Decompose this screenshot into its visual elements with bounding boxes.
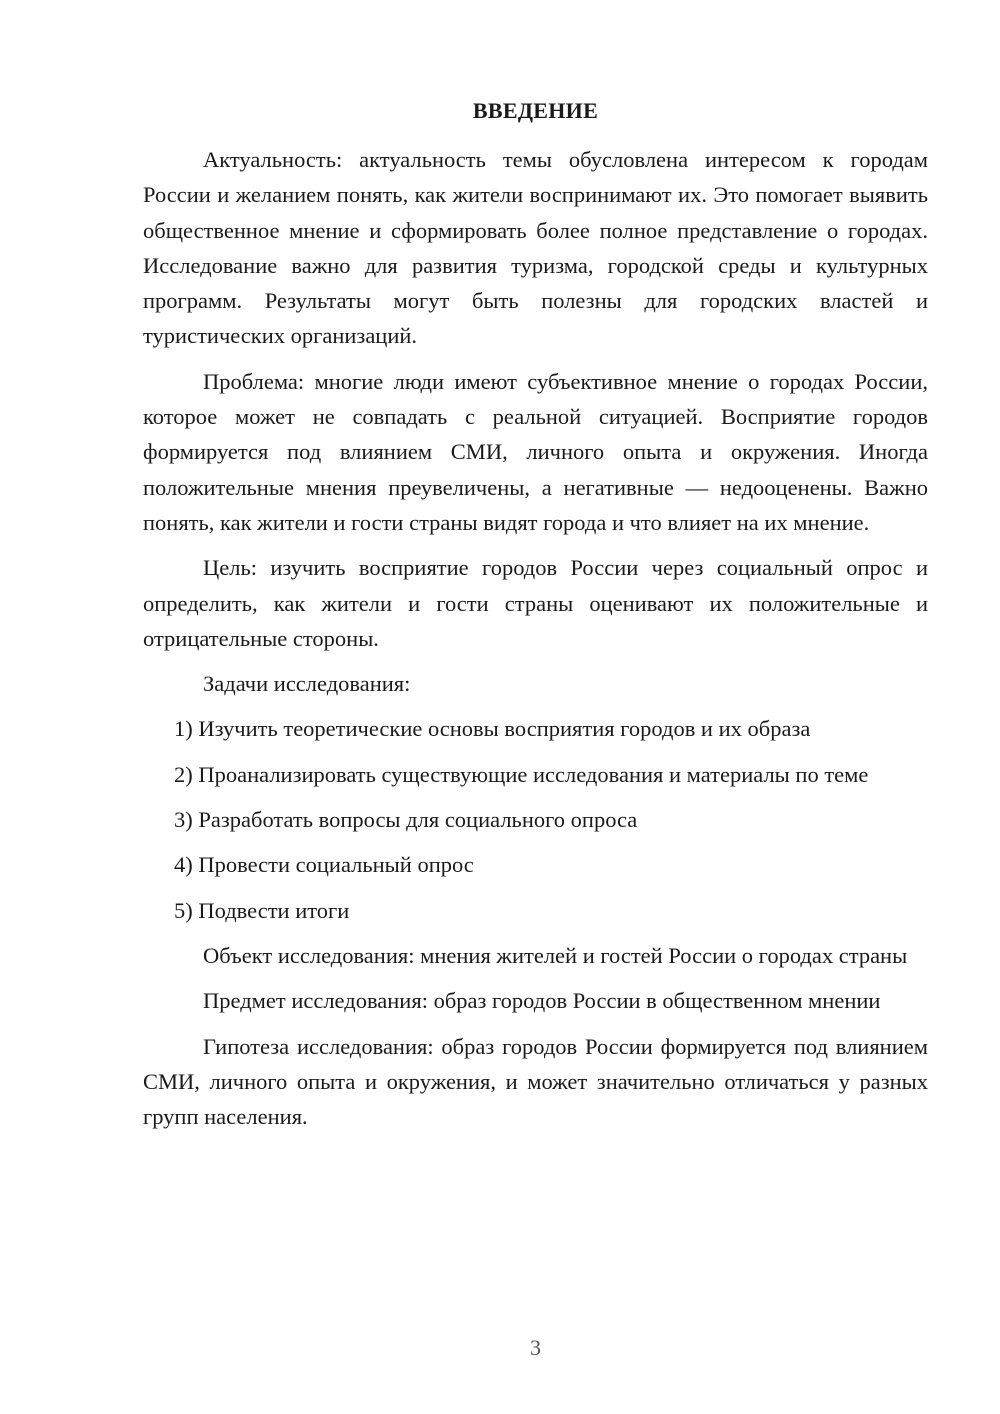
list-item: 2) Проанализировать существующие исследования и материалы по теме bbox=[174, 761, 869, 787]
tasks-title: Задачи исследования: bbox=[203, 671, 411, 697]
list-item: 4) Провести социальный опрос bbox=[174, 852, 474, 878]
page-number: 3 bbox=[530, 1335, 541, 1360]
relevance-paragraph: Актуальность: актуальность темы обусловлена интересом к городам России и желанием понять, как жители воспринимают их. Это помогает выявить общественное мнение и сформировать более полное представление о городах. Исследование важно для развития туризма, городской среды и культурных программ. Результаты могут быть полезны для городских властей и туристических организаций. bbox=[143, 147, 928, 349]
list-item: 3) Разработать вопросы для социального опроса bbox=[174, 807, 638, 833]
page-title: ВВЕДЕНИЕ bbox=[472, 98, 599, 123]
goal-paragraph: Цель: изучить восприятие городов России через социальный опрос и определить, как жители и гости страны оценивают их положительные и отрицательные стороны. bbox=[143, 555, 928, 651]
subject-paragraph: Предмет исследования: образ городов России в общественном мнении bbox=[203, 988, 881, 1014]
document-body bbox=[143, 142, 928, 1134]
problem-paragraph: Проблема: многие люди имеют субъективное мнение о городах России, которое может не совпадать с реальной ситуацией. Восприятие городов формируется под влиянием СМИ, личного опыта и окружения. Иногда положительные мнения преувеличены, а негативные — недооценены. Важно понять, как жители и гости страны видят города и что влияет на их мнение. bbox=[143, 368, 928, 535]
hypothesis-paragraph: Гипотеза исследования: образ городов России формируется под влиянием СМИ, личного опыта и окружения, и может значительно отличаться у разных групп населения. bbox=[143, 1033, 928, 1130]
list-item: 5) Подвести итоги bbox=[174, 897, 350, 923]
list-item: 1) Изучить теоретические основы восприятия городов и их образа bbox=[174, 716, 811, 742]
object-paragraph: Объект исследования: мнения жителей и гостей России о городах страны bbox=[203, 942, 908, 968]
